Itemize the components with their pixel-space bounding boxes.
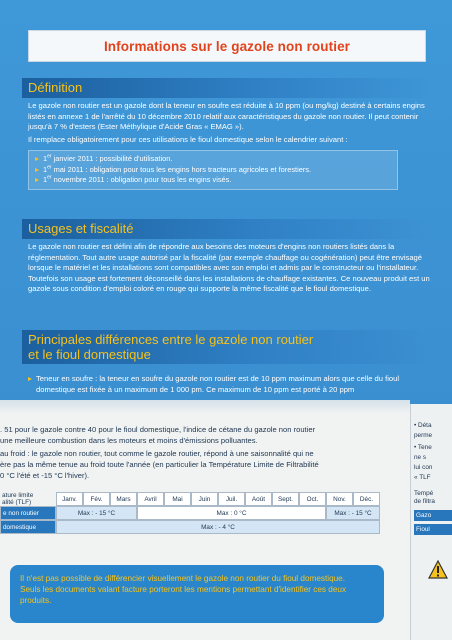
month-header: Janv. [56,492,83,506]
warning-icon [428,560,448,580]
calendar-item: 1er mai 2011 : obligation pour tous les engins hors tracteurs agricoles et forestiers. [35,165,391,176]
usages-paragraph: Le gazole non routier est défini afin de répondre aux besoins des moteurs d'engins non routiers listés dans la réglementation. Tout autre usage autorisé par la fiscalité (par exemple chauffage ou cogénération) peut être envisagé lorsque le matériel et les installations sont compatibles avec son emploi et admis par le constructeur ou l'installateur. Toutefois son usage est fortement déconseillé dans les installations de chauffage existantes. Ce nouveau produit est un gazole sous condition d'emploi coloré en rouge qui supporte la même fiscalité que le fioul domestique. [28,242,430,294]
strip-line: de filtra [414,498,435,505]
row-label-fod: domestique [0,520,56,534]
cold-line: au froid : le gazole non routier, tout comme le gazole routier, répond à une saisonnalité qui ne [0,449,314,458]
month-header: Sept. [272,492,299,506]
page-title: Informations sur le gazole non routier [103,38,351,54]
month-header: Déc. [353,492,380,506]
cold-line-3: 0 °C l'été et -15 °C l'hiver). [0,471,90,480]
sulfur-paragraph: Teneur en soufre : la teneur en soufre du gazole non routier est de 10 ppm maximum alors que celle du fioul domestique est fixée à un maximum de 1 000 pm. Ce maximum de 10 ppm est porté à 20 ppm [28,374,432,396]
strip-line: ne s [414,454,427,461]
calendar-item: 1er janvier 2011 : possibilité d'utilisation. [35,154,391,165]
month-header: Mai [164,492,191,506]
strip-line: lui con [414,464,433,471]
strip-line: Tempé [414,490,434,497]
tlf-fod: Max : - 4 °C [56,520,380,534]
note-text: Il n'est pas possible de différencier visuellement le gazole non routier du fioul domestique. Seuls les documents valant facture porteront les mentions permettant d'identifier ces deux produits. [20,574,347,605]
table-header-label: ature limite alité (TLF) [2,492,34,506]
cetane-line: . 51 pour le gazole contre 40 pour le fioul domestique, l'indice de cétane du gazole non routier [0,425,316,434]
strip-bar: Gazo [414,510,452,521]
tlf-summer: Max : 0 °C [137,506,326,520]
strip-line: « TLF [414,474,431,481]
calendar-box [28,150,398,190]
strip-line: perme [414,432,433,439]
section-heading-differences: Principales différences entre le gazole non routier et le fioul domestique [22,330,432,364]
tlf-table [0,492,380,534]
month-header: Fév. [83,492,110,506]
month-header: Avril [137,492,164,506]
strip-line: • Tene [414,444,432,451]
strip-bar: Fioul [414,524,452,535]
title-banner [28,30,426,62]
definition-paragraph: Le gazole non routier est un gazole dont la teneur en soufre est réduite à 10 ppm (ou mg/kg) destiné à certains engins listés en annexe 1 de l'arrêté du 10 décembre 2010 relatif aux caractéristiques du gazole non routier. Il peut contenir jusqu'à 7 % d'esters (Ester Méthylique d'Acide Gras « EMAG »). [28,101,425,132]
month-header: Oct. [299,492,326,506]
tlf-winter-start: Max : - 15 °C [56,506,137,520]
section-heading-usages: Usages et fiscalité [22,219,432,239]
section-heading-definition: Définition [22,78,432,98]
note-box [10,565,384,623]
row-label-gnr: e non routier [0,506,56,520]
month-header: Juin [191,492,218,506]
cold-line-2: ère pas la même tenue au froid toute l'année (en particulier la Température Limite de Filtrabilité [0,460,319,469]
month-header: Mars [110,492,137,506]
table-row-fod [0,520,380,534]
month-header: Juil. [218,492,245,506]
month-header: Août [245,492,272,506]
tlf-winter-end: Max : - 15 °C [326,506,380,520]
strip-line: • Déta [414,422,432,429]
adjacent-page-strip [410,404,452,640]
month-header: Nov. [326,492,353,506]
table-header-row [0,492,380,506]
calendar-item: 1er novembre 2011 : obligation pour tous les engins visés. [35,175,391,186]
document-page-lower [0,400,410,640]
definition-calendar-intro: Il remplace obligatoirement pour ces utilisations le fioul domestique selon le calendrier suivant : [28,135,348,144]
table-row-gnr [0,506,380,520]
cetane-line-2: une meilleure combustion dans les moteurs et moins d'émissions polluantes. [0,436,258,445]
